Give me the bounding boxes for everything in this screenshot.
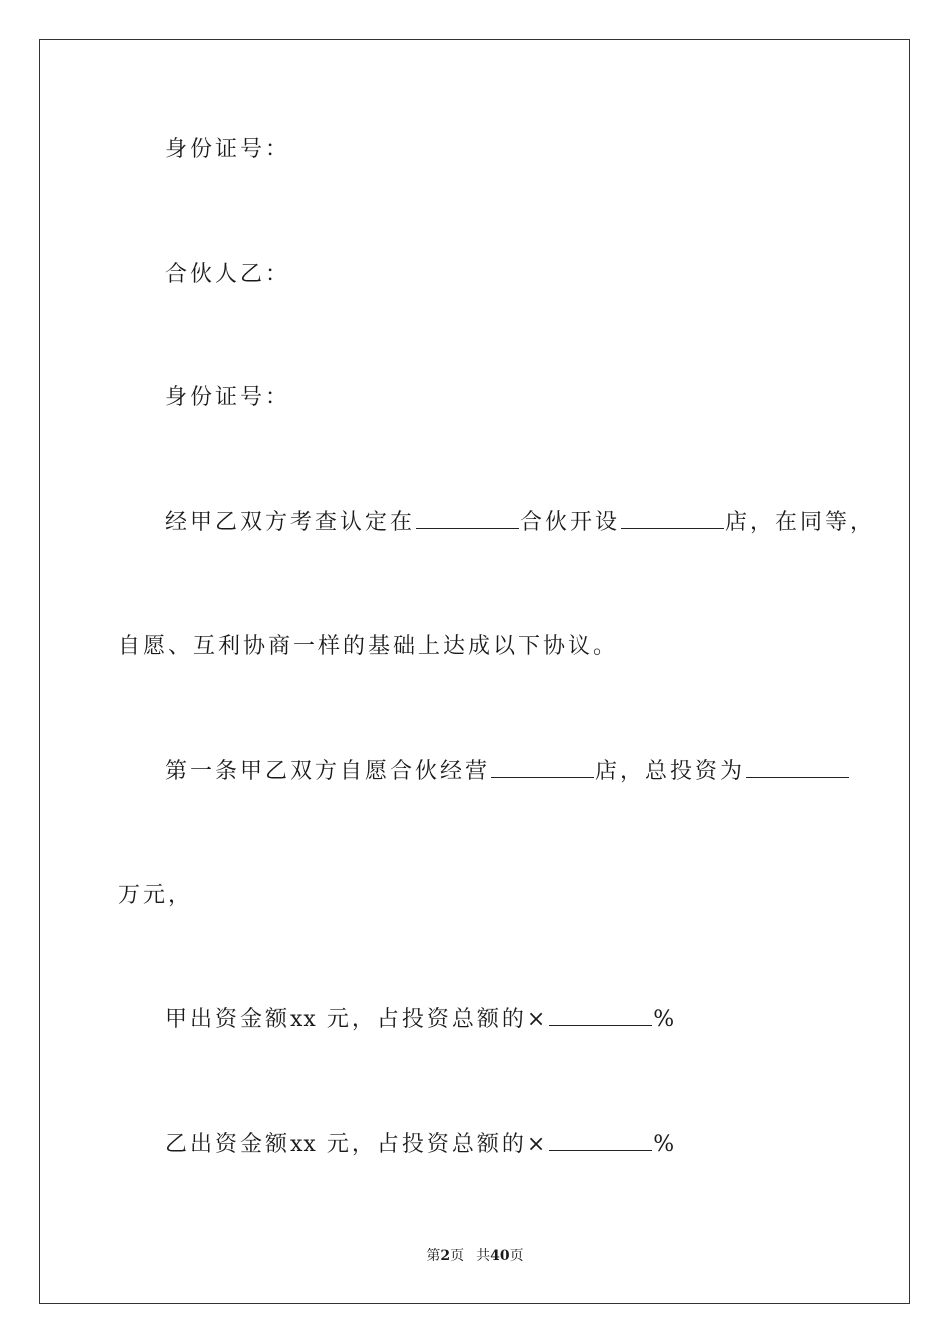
partner-a-percent-blank[interactable]	[549, 1005, 652, 1026]
page-suffix: 页	[450, 1248, 465, 1264]
intro-continuation-line	[118, 632, 618, 662]
partner-b-contribution-label: 乙出资金额	[165, 1132, 291, 1157]
article-1-text-part-2: 店，总投资为	[595, 759, 746, 784]
id-number-line-2	[165, 383, 290, 413]
page-prefix: 第	[426, 1248, 441, 1264]
partner-a-contribution-label: 甲出资金额	[165, 1007, 291, 1032]
shop-name-blank[interactable]	[621, 508, 724, 529]
total-prefix: 共	[476, 1248, 491, 1264]
id-number-label: 身份证号：	[165, 385, 291, 410]
partner-b-share-text: 元，占投资总额的×	[326, 1132, 549, 1157]
partner-b-contribution-line	[165, 1130, 675, 1160]
article-1-continuation-text: 万元，	[118, 883, 194, 908]
article-1-line	[165, 757, 850, 787]
article-1-continuation-line	[118, 881, 193, 911]
business-name-blank[interactable]	[491, 757, 594, 778]
partner-b-percent-blank[interactable]	[549, 1130, 652, 1151]
partner-b-amount-placeholder: xx	[290, 1132, 317, 1157]
current-page-number: 2	[440, 1248, 451, 1264]
total-page-number: 40	[490, 1248, 510, 1264]
partner-a-share-text: 元，占投资总额的×	[326, 1007, 549, 1032]
partner-b-line	[165, 260, 290, 290]
id-number-line-1	[165, 135, 290, 165]
partner-b-label: 合伙人乙：	[165, 262, 291, 287]
location-blank[interactable]	[416, 508, 519, 529]
page-footer	[0, 1245, 950, 1265]
percent-sign: %	[653, 1007, 676, 1032]
intro-continuation-text: 自愿、互利协商一样的基础上达成以下协议。	[118, 634, 619, 659]
intro-text-part-1: 经甲乙双方考查认定在	[165, 510, 416, 535]
article-1-text-part-1: 第一条甲乙双方自愿合伙经营	[165, 759, 491, 784]
total-suffix: 页	[509, 1248, 524, 1264]
intro-text-part-2: 合伙开设	[520, 510, 621, 535]
intro-text-part-3: 店，在同等，	[725, 510, 876, 535]
page-border	[39, 39, 910, 1304]
percent-sign: %	[653, 1132, 676, 1157]
total-investment-blank[interactable]	[746, 757, 849, 778]
partner-a-amount-placeholder: xx	[290, 1007, 317, 1032]
id-number-label: 身份证号：	[165, 137, 291, 162]
partner-a-contribution-line	[165, 1005, 675, 1035]
intro-paragraph-line	[165, 508, 875, 538]
